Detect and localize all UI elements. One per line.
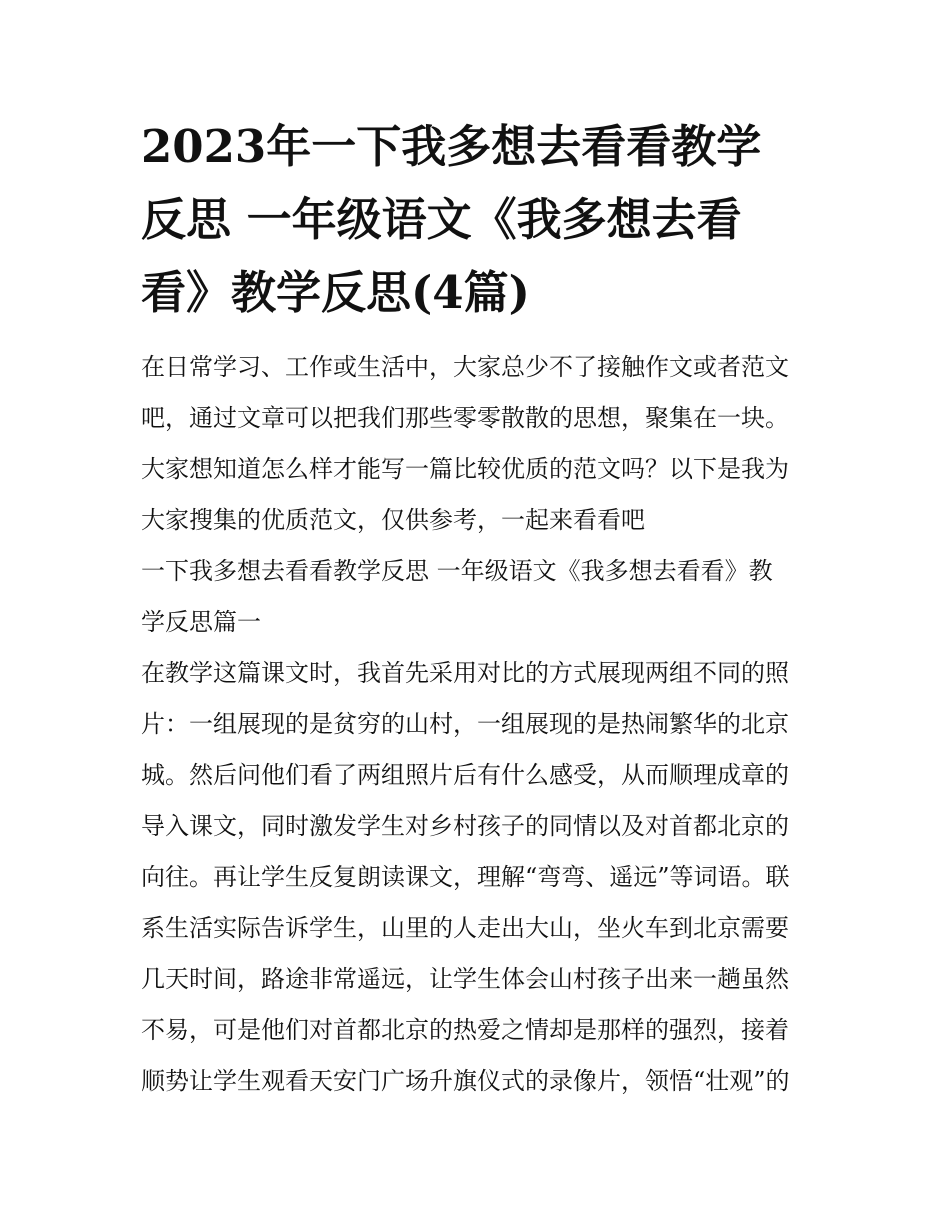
- body-line: 片：一组展现的是贫穷的山村，一组展现的是热闹繁华的北京: [141, 710, 789, 738]
- intro-line: 吧，通过文章可以把我们那些零零散散的思想，聚集在一块。: [141, 404, 789, 432]
- title-line: 2023年一下我多想去看看教学: [141, 120, 762, 173]
- body-line: 在教学这篇课文时，我首先采用对比的方式展现两组不同的照: [141, 659, 789, 687]
- title-line: 看》教学反思(4篇): [141, 266, 530, 319]
- body-paragraph: [141, 648, 813, 1107]
- title-line: 反思 一年级语文《我多想去看: [141, 193, 742, 246]
- section-heading-line: 一下我多想去看看教学反思 一年级语文《我多想去看看》教: [141, 557, 773, 585]
- body-line: 几天时间，路途非常遥远，让学生体会山村孩子出来一趟虽然: [141, 965, 789, 993]
- body-line: 系生活实际告诉学生，山里的人走出大山，坐火车到北京需要: [141, 914, 789, 942]
- body-line: 导入课文，同时激发学生对乡村孩子的同情以及对首都北京的: [141, 812, 789, 840]
- section-heading: [141, 546, 813, 648]
- intro-line: 大家搜集的优质范文，仅供参考，一起来看看吧: [141, 506, 645, 534]
- intro-paragraph: [141, 342, 813, 546]
- document-content: [141, 110, 813, 1107]
- body-line: 不易，可是他们对首都北京的热爱之情却是那样的强烈，接着: [141, 1016, 789, 1044]
- body-line: 向往。再让学生反复朗读课文，理解“弯弯、遥远”等词语。联: [141, 863, 790, 891]
- body-line: 城。然后问他们看了两组照片后有什么感受，从而顺理成章的: [141, 761, 789, 789]
- document-title: [141, 110, 813, 329]
- section-heading-line: 学反思篇一: [141, 608, 261, 636]
- intro-line: 大家想知道怎么样才能写一篇比较优质的范文吗？以下是我为: [141, 455, 789, 483]
- intro-line: 在日常学习、工作或生活中，大家总少不了接触作文或者范文: [141, 353, 789, 381]
- body-line: 顺势让学生观看天安门广场升旗仪式的录像片，领悟“壮观”的: [141, 1067, 790, 1095]
